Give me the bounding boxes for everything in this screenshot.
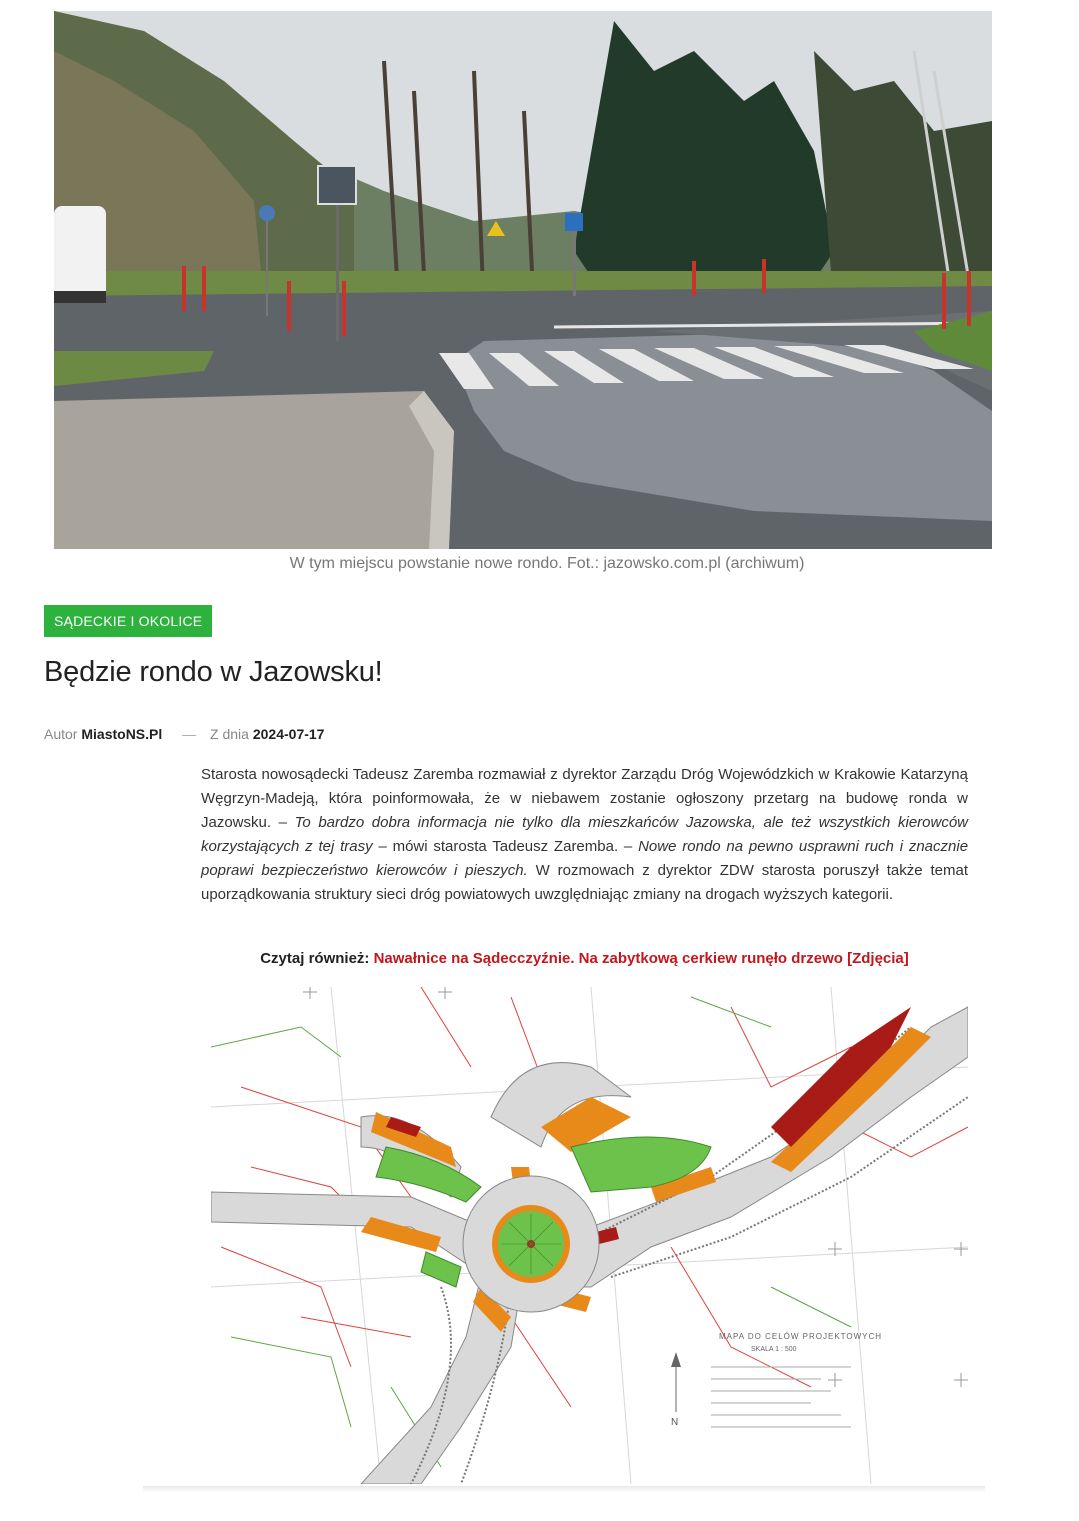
read-also-link[interactable]: Nawałnice na Sądecczyźnie. Na zabytkową cerkiew runęło drzewo [Zdjęcia] bbox=[373, 950, 909, 967]
quote-2: Nowe rondo na pewno usprawni ruch i znacznie poprawi bezpieczeństwo kierowców i pieszych. bbox=[201, 838, 969, 879]
author-label: Autor bbox=[44, 726, 78, 742]
paragraph-text-2: – mówi starosta Tadeusz Zaremba. – bbox=[378, 838, 633, 855]
north-label: N bbox=[671, 1417, 679, 1428]
read-also-label: Czytaj również: bbox=[260, 950, 370, 967]
plan-title: MAPA DO CELÓW PROJEKTOWYCH bbox=[719, 1332, 883, 1341]
paragraph-text-3: W rozmowach z dyrektor ZDW starosta poruszył także temat uporządkowania struktury sieci dróg powiatowych uwzględniając zmiany na drogach wyższych kategorii. bbox=[201, 862, 969, 903]
author-name[interactable]: MiastoNS.Pl bbox=[81, 726, 163, 742]
hero-photo bbox=[54, 11, 992, 549]
category-badge[interactable]: SĄDECKIE I OKOLICE bbox=[44, 605, 212, 637]
roundabout-plan-image bbox=[211, 987, 968, 1484]
quote-1: To bardzo dobra informacja nie tylko dla mieszkańców Jazowska, ale też wszystkich kierowców korzystających z tej trasy bbox=[201, 814, 969, 855]
meta-separator: — bbox=[182, 726, 197, 742]
photo-caption: W tym miejscu powstanie nowe rondo. Fot.: jazowsko.com.pl (archiwum) bbox=[289, 555, 805, 572]
article-meta bbox=[44, 726, 324, 742]
article-paragraph bbox=[201, 763, 968, 907]
date-label: Z dnia bbox=[210, 726, 249, 742]
paragraph-text-1: Starosta nowosądecki Tadeusz Zaremba rozmawiał z dyrektor Zarządu Dróg Wojewódzkich w Krakowie Katarzyną Węgrzyn-Madeją, która poinformowała, że w niebawem zostanie ogłoszony przetarg na budowę ronda w Jazowsku. – bbox=[201, 766, 968, 831]
plan-scale: SKALA 1 : 500 bbox=[751, 1346, 797, 1353]
plan-divider bbox=[143, 1486, 985, 1492]
read-also bbox=[201, 950, 968, 967]
article-title: Będzie rondo w Jazowsku! bbox=[44, 656, 383, 688]
publish-date: 2024-07-17 bbox=[252, 726, 325, 742]
